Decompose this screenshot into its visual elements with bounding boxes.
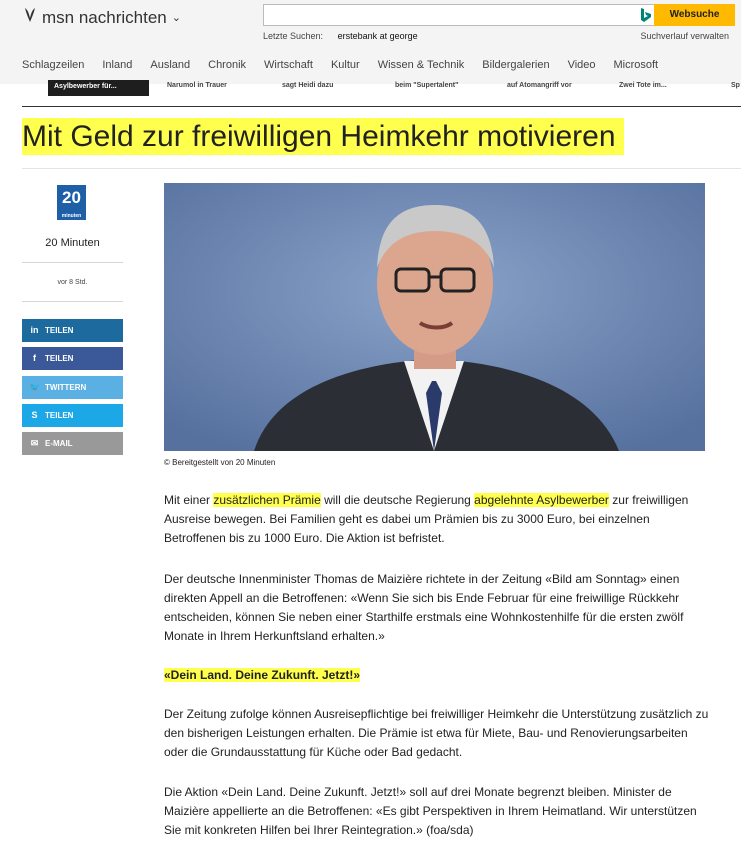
share-email-button[interactable] [22,432,123,455]
divider [22,262,123,263]
ticker-item[interactable]: Narumol in Trauer [167,82,227,89]
share-label: TEILEN [45,411,74,420]
headline-ticker [0,80,741,96]
brand-label: msn nachrichten [42,7,167,27]
text-run: zur freiwilligen Ausreise bewegen. Bei Familien geht es dabei um Prämien bis zu 3000 Euro, bei einzelnen Betroffenen bis zu 1000 Euro. Die Aktion ist befristet. [164,493,689,545]
divider [22,168,741,169]
skype-icon: S [31,410,38,420]
top-bar [0,0,741,84]
nav-wirtschaft[interactable]: Wirtschaft [264,59,313,71]
text-run: Mit einer [164,493,214,507]
share-twitter-button[interactable] [22,376,123,399]
nav-wissen-technik[interactable]: Wissen & Technik [377,59,465,71]
photo-caption: © Bereitgestellt von 20 Minuten [164,458,276,467]
recent-searches [263,31,418,41]
source-logo-number: 20 [62,188,81,207]
ticker-item[interactable]: sagt Heidi dazu [282,82,334,89]
linkedin-icon: in [30,325,39,335]
share-label: TEILEN [45,354,74,363]
article-title-text: Mit Geld zur freiwilligen Heimkehr motivieren [22,118,624,155]
subheading [164,666,709,685]
publish-time: vor 8 Std. [57,279,88,286]
nav-inland[interactable]: Inland [102,59,133,71]
text-run: will die deutsche Regierung [320,493,475,507]
ticker-item-active[interactable]: Asylbewerber für... [48,80,149,96]
facebook-icon: f [33,353,36,363]
bing-icon [638,7,654,23]
paragraph: Der deutsche Innenminister Thomas de Maizière richtete in der Zeitung «Bild am Sonntag» einen direkten Appell an die Betroffenen: «Wenn Sie sich bis Ende Februar für eine freiwillige Rückkehr entscheiden, können Sie neben einer Starthilfe erstmals eine Wohnkostenhilfe für die ersten zwölf Monate in Ihrem Herkunftsland erhalten.» [164,572,684,643]
recent-label: Letzte Suchen: [263,31,324,41]
source-name[interactable]: 20 Minuten [45,237,100,249]
nav-video[interactable]: Video [567,59,596,71]
article-photo [164,183,705,451]
photo-illustration [164,183,705,451]
share-label: TEILEN [45,326,74,335]
paragraph: Der Zeitung zufolge können Ausreisepflichtige bei freiwilliger Heimkehr die Unterstützung zusätzlich zu den bisherigen Leistungen erhalten. Die Prämie ist etwa für Miete, Bau- und Renovierungsarbeiten oder die Grundausstattung für Küche oder Bad gedacht. [164,707,709,759]
source-logo[interactable] [57,185,86,220]
share-linkedin-button[interactable] [22,319,123,342]
mail-icon: ✉ [30,438,39,448]
source-logo-word: minuten [61,213,82,219]
nav-bildergalerien[interactable]: Bildergalerien [482,59,550,71]
twitter-icon: 🐦 [29,382,41,392]
nav-kultur[interactable]: Kultur [330,59,360,71]
nav-microsoft[interactable]: Microsoft [613,59,659,71]
paragraph [164,491,709,548]
divider [22,301,123,302]
highlighted-text: zusätzlichen Prämie [213,493,321,507]
search-input[interactable] [264,5,646,25]
highlighted-text: abgelehnte Asylbewerber [474,493,609,507]
ticker-item[interactable]: Sp [731,82,740,89]
search-button[interactable]: Websuche [654,4,735,26]
paragraph: Die Aktion «Dein Land. Deine Zukunft. Jetzt!» soll auf drei Monate begrenzt bleiben. Minister de Maizière appellierte an die Betroffenen: «Es gibt Perspektiven in Ihrem Heimatland. Wir unterstützen Sie mit konkreten Hilfen bei Ihrer Reintegration.» (foa/sda) [164,785,697,837]
ticker-item[interactable]: Zwei Tote im... [619,82,667,89]
chevron-down-icon[interactable]: ⌄ [171,12,181,24]
nav-chronik[interactable]: Chronik [208,59,247,71]
article-title [22,120,624,154]
msn-brand[interactable] [22,6,181,29]
ticker-item[interactable]: auf Atomangriff vor [507,82,572,89]
share-facebook-button[interactable] [22,347,123,370]
search-box [263,4,735,26]
ticker-item[interactable]: beim "Supertalent" [395,82,459,89]
search-history-link[interactable]: Suchverlauf verwalten [640,31,729,41]
share-label: TWITTERN [45,383,87,392]
main-nav [22,59,676,71]
divider [22,106,741,107]
nav-ausland[interactable]: Ausland [150,59,191,71]
butterfly-icon [22,6,38,29]
recent-query-link[interactable]: erstebank at george [337,31,418,41]
share-skype-button[interactable] [22,404,123,427]
highlighted-text: «Dein Land. Deine Zukunft. Jetzt!» [164,668,361,682]
share-label: E-MAIL [45,439,73,448]
nav-schlagzeilen[interactable]: Schlagzeilen [22,59,85,71]
